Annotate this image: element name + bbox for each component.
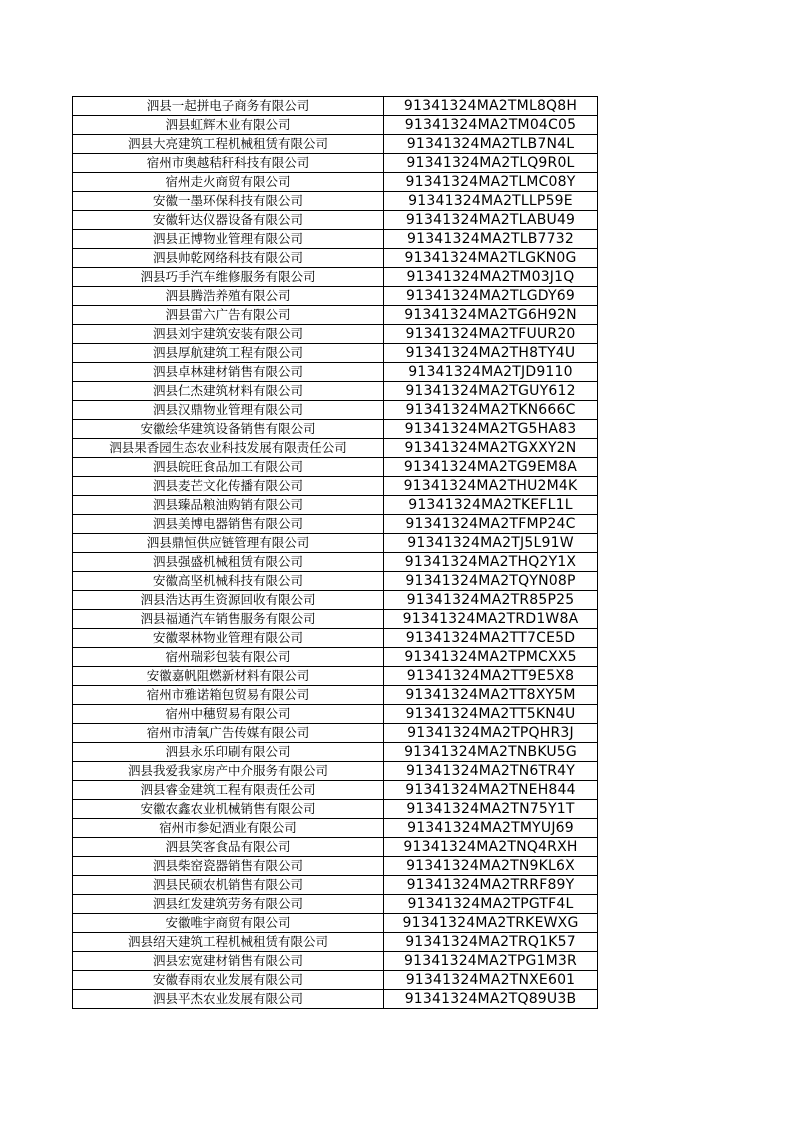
company-name-cell: 安徽翠林物业管理有限公司 <box>73 629 384 648</box>
company-name-cell: 泗县帅乾网络科技有限公司 <box>73 249 384 268</box>
company-name-cell: 宿州市清氧广告传媒有限公司 <box>73 724 384 743</box>
credit-code-cell: 91341324MA2TQYN08P <box>384 572 598 591</box>
table-row <box>73 496 598 515</box>
credit-code-cell: 91341324MA2TT7CE5D <box>384 629 598 648</box>
credit-code-cell: 91341324MA2TM03J1Q <box>384 268 598 287</box>
company-name-cell: 泗县红发建筑劳务有限公司 <box>73 895 384 914</box>
table-row <box>73 553 598 572</box>
company-registry-table <box>72 96 598 1009</box>
credit-code-cell: 91341324MA2TGUY612 <box>384 382 598 401</box>
credit-code-cell: 91341324MA2TLQ9R0L <box>384 154 598 173</box>
credit-code-cell: 91341324MA2TKN666C <box>384 401 598 420</box>
company-name-cell: 泗县巧手汽车维修服务有限公司 <box>73 268 384 287</box>
credit-code-cell: 91341324MA2TLMC08Y <box>384 173 598 192</box>
credit-code-cell: 91341324MA2TPQHR3J <box>384 724 598 743</box>
table-row <box>73 762 598 781</box>
company-name-cell: 泗县绍天建筑工程机械租赁有限公司 <box>73 933 384 952</box>
credit-code-cell: 91341324MA2TRKEWXG <box>384 914 598 933</box>
table-row <box>73 629 598 648</box>
company-name-cell: 泗县皖旺食品加工有限公司 <box>73 458 384 477</box>
credit-code-cell: 91341324MA2TLGDY69 <box>384 287 598 306</box>
table-row <box>73 173 598 192</box>
credit-code-cell: 91341324MA2THQ2Y1X <box>384 553 598 572</box>
company-name-cell: 安徽一墨环保科技有限公司 <box>73 192 384 211</box>
table-row <box>73 952 598 971</box>
table-row <box>73 211 598 230</box>
company-name-cell: 宿州市雅诺箱包贸易有限公司 <box>73 686 384 705</box>
credit-code-cell: 91341324MA2TPMCXX5 <box>384 648 598 667</box>
table-row <box>73 648 598 667</box>
company-name-cell: 泗县大亮建筑工程机械租赁有限公司 <box>73 135 384 154</box>
table-row <box>73 933 598 952</box>
table-row <box>73 990 598 1009</box>
table-row <box>73 477 598 496</box>
company-name-cell: 泗县浩达再生资源回收有限公司 <box>73 591 384 610</box>
company-name-cell: 宿州瑞彩包装有限公司 <box>73 648 384 667</box>
table-row <box>73 610 598 629</box>
table-row <box>73 420 598 439</box>
table-row <box>73 344 598 363</box>
company-name-cell: 泗县刘宇建筑安装有限公司 <box>73 325 384 344</box>
company-name-cell: 泗县腾浩养殖有限公司 <box>73 287 384 306</box>
credit-code-cell: 91341324MA2TR85P25 <box>384 591 598 610</box>
credit-code-cell: 91341324MA2TLGKN0G <box>384 249 598 268</box>
credit-code-cell: 91341324MA2TPG1M3R <box>384 952 598 971</box>
company-name-cell: 宿州市奥越秸秆科技有限公司 <box>73 154 384 173</box>
credit-code-cell: 91341324MA2TM04C05 <box>384 116 598 135</box>
table-row <box>73 382 598 401</box>
table-row <box>73 667 598 686</box>
company-name-cell: 泗县厚航建筑工程有限公司 <box>73 344 384 363</box>
table-row <box>73 819 598 838</box>
company-name-cell: 泗县卓林建材销售有限公司 <box>73 363 384 382</box>
company-name-cell: 安徽高坚机械科技有限公司 <box>73 572 384 591</box>
credit-code-cell: 91341324MA2TFUUR20 <box>384 325 598 344</box>
company-name-cell: 泗县民硕农机销售有限公司 <box>73 876 384 895</box>
table-row <box>73 838 598 857</box>
table-row <box>73 876 598 895</box>
table-row <box>73 686 598 705</box>
company-name-cell: 泗县鼎恒供应链管理有限公司 <box>73 534 384 553</box>
company-name-cell: 宿州中穗贸易有限公司 <box>73 705 384 724</box>
company-name-cell: 安徽唯宇商贸有限公司 <box>73 914 384 933</box>
company-name-cell: 泗县一起拼电子商务有限公司 <box>73 97 384 116</box>
table-row <box>73 534 598 553</box>
credit-code-cell: 91341324MA2TLB7732 <box>384 230 598 249</box>
table-row <box>73 515 598 534</box>
company-name-cell: 泗县仁杰建筑材料有限公司 <box>73 382 384 401</box>
company-name-cell: 安徽农鑫农业机械销售有限公司 <box>73 800 384 819</box>
table-row <box>73 743 598 762</box>
credit-code-cell: 91341324MA2TJD9110 <box>384 363 598 382</box>
credit-code-cell: 91341324MA2TN9KL6X <box>384 857 598 876</box>
credit-code-cell: 91341324MA2TRD1W8A <box>384 610 598 629</box>
table-row <box>73 914 598 933</box>
table-body <box>73 97 598 1009</box>
credit-code-cell: 91341324MA2TT8XY5M <box>384 686 598 705</box>
credit-code-cell: 91341324MA2TML8Q8H <box>384 97 598 116</box>
credit-code-cell: 91341324MA2TRRF89Y <box>384 876 598 895</box>
credit-code-cell: 91341324MA2TLB7N4L <box>384 135 598 154</box>
credit-code-cell: 91341324MA2TT5KN4U <box>384 705 598 724</box>
credit-code-cell: 91341324MA2TLABU49 <box>384 211 598 230</box>
table-row <box>73 572 598 591</box>
company-name-cell: 泗县臻品粮油购销有限公司 <box>73 496 384 515</box>
credit-code-cell: 91341324MA2TGXXY2N <box>384 439 598 458</box>
credit-code-cell: 91341324MA2TMYUJ69 <box>384 819 598 838</box>
credit-code-cell: 91341324MA2TN6TR4Y <box>384 762 598 781</box>
company-name-cell: 泗县睿金建筑工程有限责任公司 <box>73 781 384 800</box>
table-row <box>73 249 598 268</box>
credit-code-cell: 91341324MA2TNBKU5G <box>384 743 598 762</box>
table-row <box>73 363 598 382</box>
company-name-cell: 泗县美博电器销售有限公司 <box>73 515 384 534</box>
table-row <box>73 458 598 477</box>
table-row <box>73 230 598 249</box>
credit-code-cell: 91341324MA2TH8TY4U <box>384 344 598 363</box>
table-row <box>73 287 598 306</box>
table-row <box>73 192 598 211</box>
company-name-cell: 安徽绘华建筑设备销售有限公司 <box>73 420 384 439</box>
table-row <box>73 154 598 173</box>
company-name-cell: 泗县强盛机械租赁有限公司 <box>73 553 384 572</box>
company-name-cell: 泗县我爱我家房产中介服务有限公司 <box>73 762 384 781</box>
company-name-cell: 安徽轩达仪器设备有限公司 <box>73 211 384 230</box>
table-row <box>73 116 598 135</box>
company-name-cell: 泗县宏宽建材销售有限公司 <box>73 952 384 971</box>
credit-code-cell: 91341324MA2TRQ1K57 <box>384 933 598 952</box>
table-row <box>73 857 598 876</box>
company-name-cell: 泗县永乐印刷有限公司 <box>73 743 384 762</box>
table-row <box>73 705 598 724</box>
credit-code-cell: 91341324MA2TN75Y1T <box>384 800 598 819</box>
credit-code-cell: 91341324MA2TG9EM8A <box>384 458 598 477</box>
table-row <box>73 781 598 800</box>
company-name-cell: 安徽春雨农业发展有限公司 <box>73 971 384 990</box>
credit-code-cell: 91341324MA2TNXE601 <box>384 971 598 990</box>
table-row <box>73 268 598 287</box>
table-row <box>73 800 598 819</box>
table-row <box>73 439 598 458</box>
credit-code-cell: 91341324MA2TG6H92N <box>384 306 598 325</box>
company-name-cell: 泗县笑客食品有限公司 <box>73 838 384 857</box>
company-name-cell: 泗县福通汽车销售服务有限公司 <box>73 610 384 629</box>
company-name-cell: 泗县果香园生态农业科技发展有限责任公司 <box>73 439 384 458</box>
credit-code-cell: 91341324MA2TQ89U3B <box>384 990 598 1009</box>
table-row <box>73 306 598 325</box>
credit-code-cell: 91341324MA2TKEFL1L <box>384 496 598 515</box>
table-row <box>73 724 598 743</box>
table-row <box>73 325 598 344</box>
company-name-cell: 泗县汉鼎物业管理有限公司 <box>73 401 384 420</box>
credit-code-cell: 91341324MA2TLLP59E <box>384 192 598 211</box>
company-name-cell: 泗县雷六广告有限公司 <box>73 306 384 325</box>
table-row <box>73 591 598 610</box>
table-row <box>73 895 598 914</box>
table-row <box>73 97 598 116</box>
credit-code-cell: 91341324MA2TJ5L91W <box>384 534 598 553</box>
credit-code-cell: 91341324MA2TG5HA83 <box>384 420 598 439</box>
table-row <box>73 401 598 420</box>
table-row <box>73 971 598 990</box>
credit-code-cell: 91341324MA2TNEH844 <box>384 781 598 800</box>
credit-code-cell: 91341324MA2TT9E5X8 <box>384 667 598 686</box>
credit-code-cell: 91341324MA2TFMP24C <box>384 515 598 534</box>
table-row <box>73 135 598 154</box>
credit-code-cell: 91341324MA2THU2M4K <box>384 477 598 496</box>
credit-code-cell: 91341324MA2TPGTF4L <box>384 895 598 914</box>
company-name-cell: 宿州市参妃酒业有限公司 <box>73 819 384 838</box>
company-name-cell: 泗县平杰农业发展有限公司 <box>73 990 384 1009</box>
company-name-cell: 泗县柴窑瓷器销售有限公司 <box>73 857 384 876</box>
credit-code-cell: 91341324MA2TNQ4RXH <box>384 838 598 857</box>
company-name-cell: 泗县正博物业管理有限公司 <box>73 230 384 249</box>
company-name-cell: 宿州走火商贸有限公司 <box>73 173 384 192</box>
company-name-cell: 泗县麦芒文化传播有限公司 <box>73 477 384 496</box>
company-name-cell: 泗县虹辉木业有限公司 <box>73 116 384 135</box>
company-name-cell: 安徽嘉帆阻燃新材料有限公司 <box>73 667 384 686</box>
